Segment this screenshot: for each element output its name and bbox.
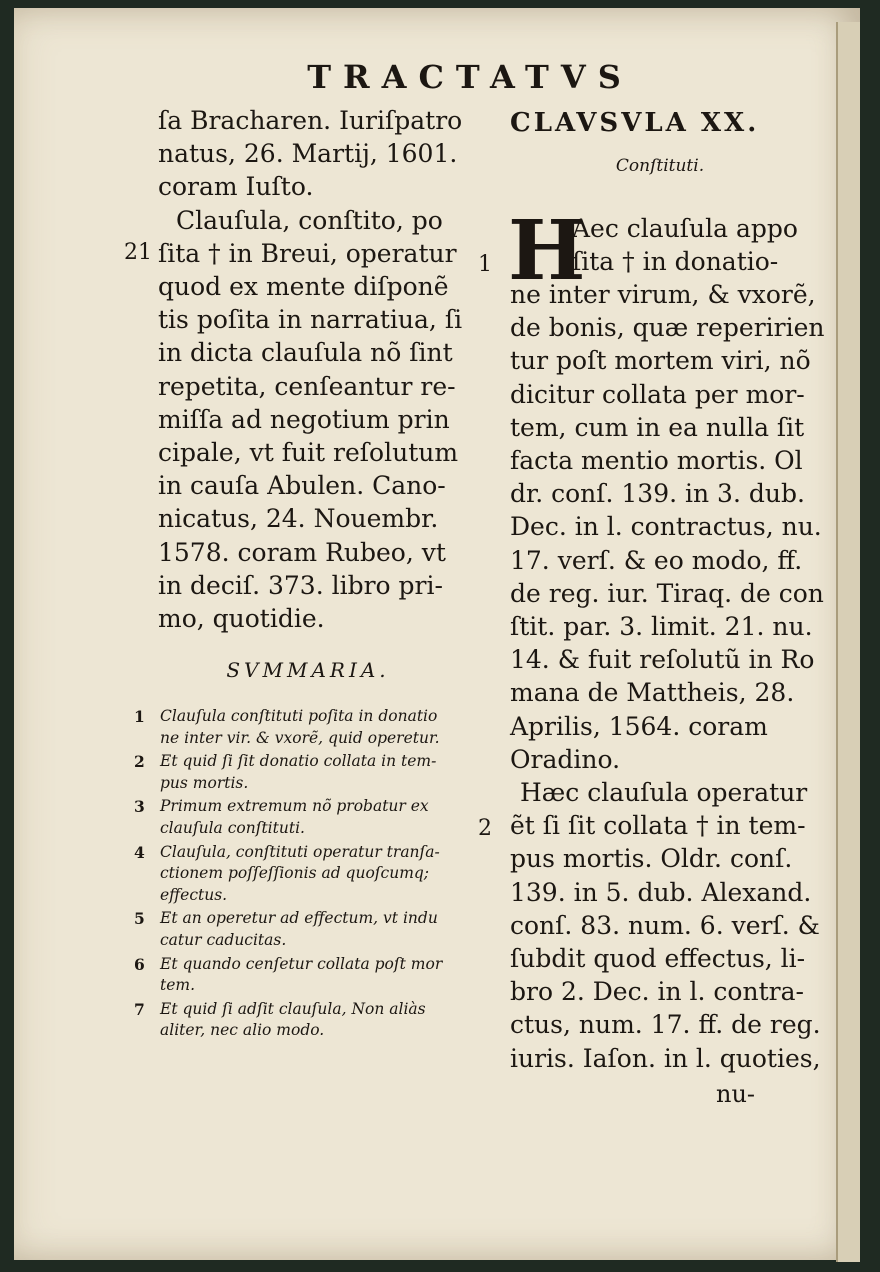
summaria-text: Et quid ſi ſit donatio collata in tem- pus mortis. [160,752,437,792]
text-line: repetita, cenſeantur re- [158,371,456,401]
text-line: tis poſita in narratiua, ſi [158,305,463,335]
right-column-continued [510,278,825,1075]
text-line: dr. conſ. 139. in 3. dub. [510,479,805,509]
text-line: nicatus, 24. Nouembr. [158,504,439,534]
summaria-text: Et quando cenſetur collata poſt mor tem. [160,954,443,995]
text-line: ctus, num. 17. ff. de reg. [510,1010,821,1040]
summaria-item [134,999,464,1042]
text-line: pus mortis. Oldr. conſ. [510,844,793,874]
summaria-number: 4 [134,842,145,862]
summaria-number: 3 [134,797,145,817]
summaria-number: 6 [134,954,145,974]
text-line: in cauſa Abulen. Cano- [158,471,446,501]
text-line: miſſa ad negotium prin [158,404,450,434]
summaria-text: Primum extremum nõ probatur ex clauſula conſtituti. [160,797,429,837]
catchword: nu- [716,1080,756,1108]
summaria-heading: SVMMARIA. [226,658,390,682]
text-line: ne inter virum, & vxorẽ, [510,280,816,309]
text-line: Dec. in l. contractus, nu. [510,512,822,542]
text-line: 139. in 5. dub. Alexand. [510,877,812,907]
text-line: in dicta clauſula nõ ſint [158,338,453,368]
text-line: Clauſula, conſtito, po [176,205,443,235]
summaria-item [134,954,464,997]
text-line: ſtit. par. 3. limit. 21. nu. [510,612,813,642]
summaria-text: Et quid ſi adſit clauſula, Non aliàs aliter, nec alio modo. [160,999,426,1040]
summaria-text: Clauſula, conſtituti operatur tranſa- ctionem poſſeſſionis ad quoſcumq; effectus. [160,842,440,904]
text-line: ſita † in Breui, operatur [158,238,457,268]
summaria-item [134,908,464,951]
summaria-number: 5 [134,909,145,929]
text-line: 14. & fuit reſolutũ in Ro [510,645,815,675]
text-line: in deciſ. 373. libro pri- [158,570,443,600]
section-subheading: Conſtituti. [615,156,705,176]
margin-number: 21 [124,240,152,265]
summaria-item [134,751,464,794]
summaria-text: Et an operetur ad effectum, vt indu catur caducitas. [160,909,438,949]
next-page-edge [836,22,860,1262]
summaria-item [134,706,464,749]
text-line: tem, cum in ea nulla ſit [510,412,805,442]
text-line: quod ex mente diſponẽ [158,272,449,302]
summaria-number: 2 [134,752,145,772]
text-line: mo, quotidie. [158,604,325,634]
section-heading: CLAVSVLA XX. [510,108,760,138]
text-line: dicitur collata per mor- [510,379,805,409]
summaria-list [134,706,464,1042]
left-column-text [158,104,463,635]
summaria-number: 7 [134,999,145,1019]
margin-number: 1 [478,252,492,277]
text-line: facta mentio mortis. Ol [510,446,803,476]
text-line: ſita † in donatio- [572,247,779,277]
text-line: bro 2. Dec. in l. contra- [510,977,804,1007]
text-line: ſubdit quod effectus, li- [510,944,806,974]
text-line: 1578. coram Rubeo, vt [158,537,446,567]
right-column-opening [572,212,812,278]
text-line: natus, 26. Martij, 1601. [158,139,458,169]
text-line: Hæc clauſula operatur [520,778,808,808]
margin-number: 2 [478,816,492,841]
text-line: mana de Mattheis, 28. [510,678,795,708]
text-line: cipale, vt fuit reſolutum [158,438,459,468]
text-line: Aprilis, 1564. coram [510,711,768,741]
drop-cap-initial: H [508,203,586,299]
summaria-item [134,842,464,907]
summaria-item [134,796,464,839]
text-line: iuris. Iaſon. in l. quoties, [510,1043,821,1073]
text-line: de bonis, quæ reperirien [510,313,825,343]
text-line: 17. verſ. & eo modo, ff. [510,545,803,575]
summaria-number: 1 [134,707,145,726]
running-header: TRACTATVS [307,58,633,96]
text-line: coram Iuſto. [158,172,314,202]
text-line: Aec clauſula appo [572,214,798,243]
text-line: tur poſt mortem viri, nõ [510,346,811,376]
text-line: conſ. 83. num. 6. verſ. & [510,910,820,940]
text-line: de reg. iur. Tiraq. de con [510,578,824,608]
summaria-text: Clauſula conſtituti poſita in donatio ne inter vir. & vxorẽ, quid operetur. [160,707,440,747]
text-line: ſa Bracharen. Iuriſpatro [158,106,463,135]
text-line: ẽt ſi ſit collata † in tem- [510,811,806,841]
text-line: Oradino. [510,744,621,774]
